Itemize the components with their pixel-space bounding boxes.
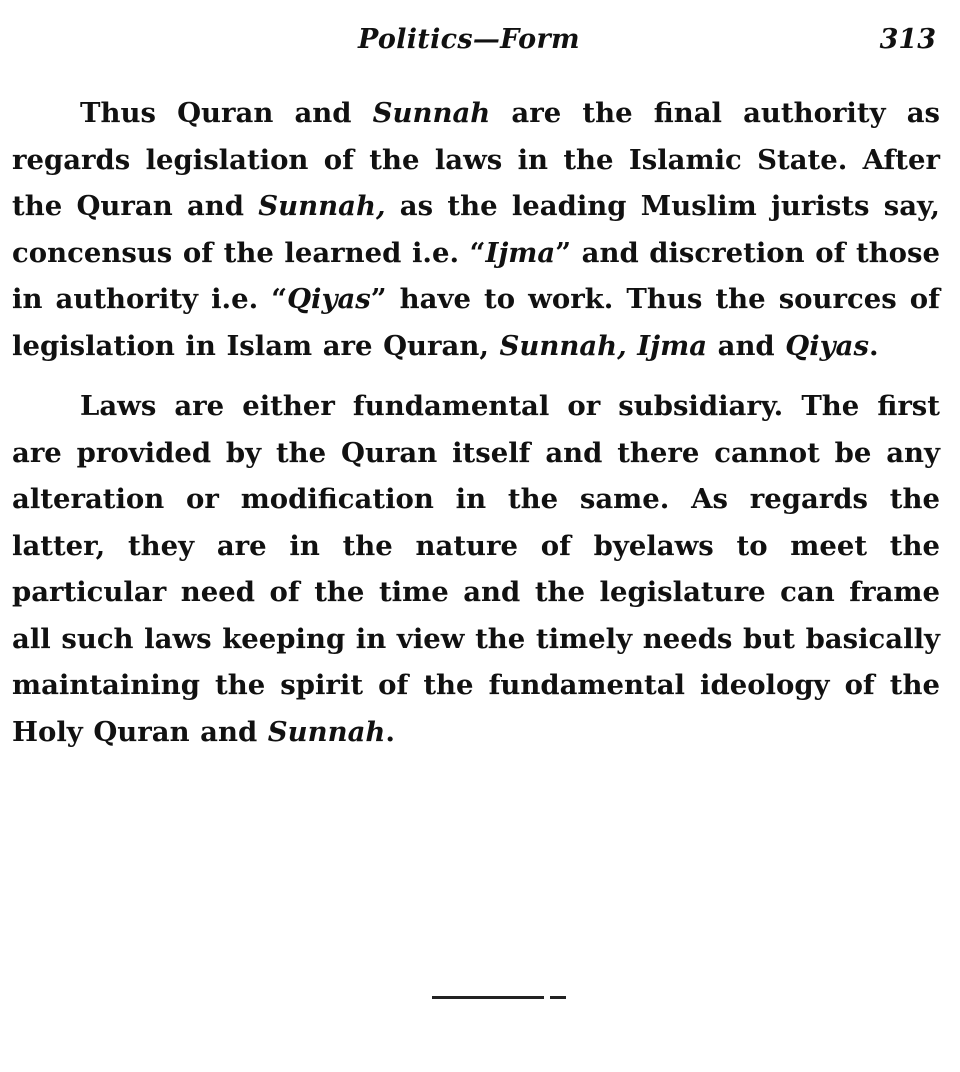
italic-term: Sunnah, xyxy=(258,190,386,222)
text-segment: Thus Quran and xyxy=(80,97,373,129)
italic-term: Sunnah xyxy=(267,715,386,748)
text-segment: as the leading Muslim jurists say, concensus of the learned i.e. “ xyxy=(12,190,940,269)
text-segment: and xyxy=(707,329,786,362)
italic-term: Sunnah, Ijma xyxy=(499,329,708,362)
text-segment: ” have to work. Thus the sources of legislation in Islam are Quran, xyxy=(12,283,940,362)
text-segment: . xyxy=(385,715,395,748)
text-segment: Laws are either fundamental or subsidiary. The first are provided by the Quran itself and there cannot be any alteration or modification in the same. As regards the latter, they are in the nature of byelaws to meet the particular need of the time and the legislature can frame all such laws keeping in view the timely needs but basically maintaining the spirit of the fundamental ideology of the Holy Quran and xyxy=(12,390,940,748)
italic-term: Qiyas xyxy=(785,329,869,362)
body-text xyxy=(12,90,940,769)
running-title: Politics—Form xyxy=(358,24,580,55)
italic-term: Ijma xyxy=(485,236,556,269)
paragraph-1 xyxy=(12,90,940,369)
running-head xyxy=(0,24,960,68)
text-segment: ” and discretion of those in authority i.e. “ xyxy=(12,236,941,315)
italic-term: Sunnah xyxy=(372,97,491,129)
end-of-section-rule xyxy=(432,996,566,999)
italic-term: Qiyas xyxy=(287,283,371,315)
text-segment: are the final authority as regards legislation of the laws in the Islamic State. After the Quran and xyxy=(12,97,940,222)
paragraph-2 xyxy=(12,383,940,755)
page-number: 313 xyxy=(879,24,936,55)
text-segment: . xyxy=(868,329,879,362)
